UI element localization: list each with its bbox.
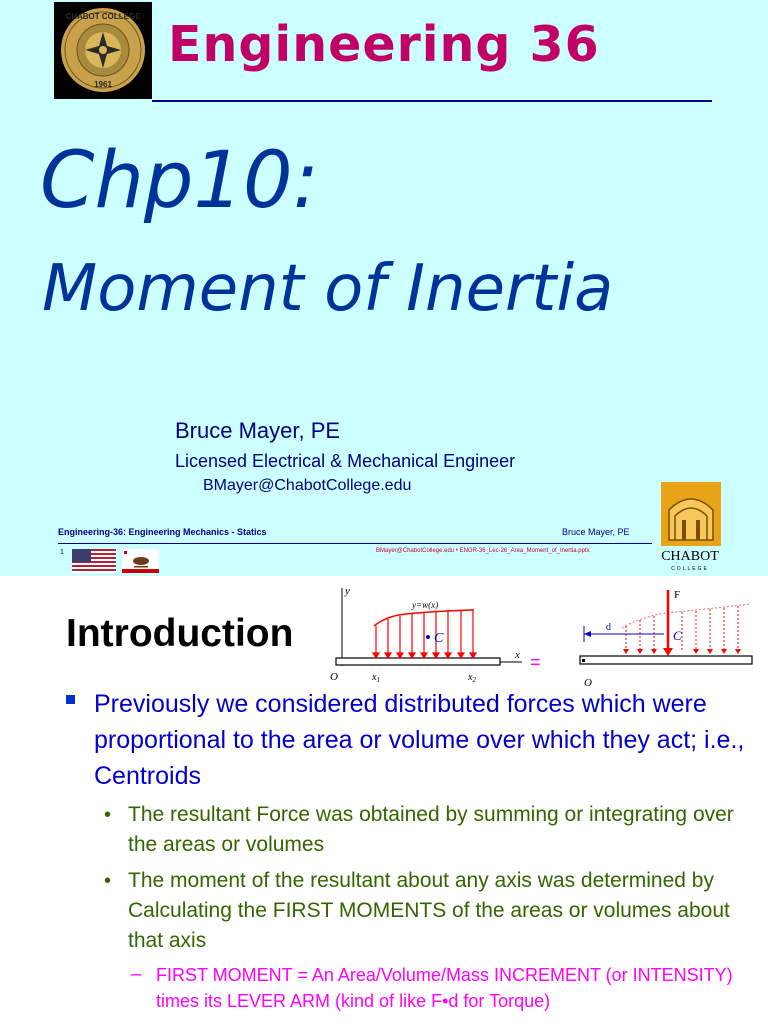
beam-right <box>580 656 752 664</box>
origin-label-right: O <box>584 677 592 689</box>
us-flag-icon <box>72 549 116 573</box>
bullet-level3 <box>131 962 741 1014</box>
slide-number: 1 <box>60 549 64 556</box>
course-title: Engineering 36 <box>168 16 600 73</box>
centroid-dot <box>426 635 430 639</box>
chapter-title: Chp10: <box>40 136 319 226</box>
dotted-load-curve <box>622 604 750 628</box>
bullet-level2 <box>104 866 754 956</box>
seal-year: 1961 <box>94 80 112 89</box>
round-bullet-icon: • <box>104 870 112 892</box>
bullet-level2-text: The moment of the resultant about any axis was determined by Calculating the FIRST MOMENTS of the areas or volumes about that axis <box>128 869 730 952</box>
footer-author: Bruce Mayer, PE <box>562 527 630 537</box>
footer-divider <box>58 543 652 544</box>
bullet-level3-text: FIRST MOMENT = An Area/Volume/Mass INCREMENT (or INTENSITY) times its LEVER ARM (kind of like F•d for Torque) <box>156 965 733 1011</box>
slide-heading: Introduction <box>66 612 294 655</box>
distance-arrow-head <box>584 631 591 637</box>
logo-sub: COLLEGE <box>671 566 709 572</box>
footer-file: BMayer@ChabotCollege.edu • ENGR-36_Lec-26_Area_Moment_of_Inertia.pptx <box>376 548 590 554</box>
author-email[interactable]: BMayer@ChabotCollege.edu <box>203 477 412 494</box>
dash-bullet-icon: – <box>131 964 142 985</box>
origin-label: O <box>330 671 338 683</box>
distributed-load-diagram <box>316 580 768 694</box>
resultant-force-head <box>663 648 673 656</box>
curve-label: y=w(x) <box>412 600 439 610</box>
chabot-logo-icon <box>655 480 725 574</box>
bullet-level2 <box>104 800 754 860</box>
distance-label: d <box>606 622 611 633</box>
beam-end-marker <box>582 659 585 662</box>
centroid-label: C <box>434 631 444 646</box>
round-bullet-icon: • <box>104 804 112 826</box>
square-bullet-icon <box>66 695 75 704</box>
footer-course: Engineering-36: Engineering Mechanics - Statics <box>58 527 267 537</box>
intro-slide <box>0 576 768 1024</box>
logo-name: CHABOT <box>661 549 719 564</box>
seal-text: CHABOT COLLEGE <box>65 12 141 21</box>
slide-subject: Moment of Inertia <box>42 252 614 326</box>
bullet-level1-text: Previously we considered distributed forces which were proportional to the area or volume over which they act; i.e., Centroids <box>94 690 745 790</box>
centroid-label-right: C <box>673 628 682 643</box>
x2-label: $x_2$ <box>468 672 476 684</box>
x1-label: $x_1$ <box>372 672 380 684</box>
dotted-load-arrows <box>626 606 738 650</box>
equals-sign: = <box>530 652 541 672</box>
california-flag-icon <box>122 549 159 573</box>
bullet-level2-text: The resultant Force was obtained by summing or integrating over the areas or volumes <box>128 803 734 856</box>
x-axis-label: x <box>515 649 520 661</box>
force-label: F <box>674 589 681 601</box>
author-credential: Licensed Electrical & Mechanical Engineer <box>175 451 516 471</box>
title-divider <box>152 100 712 102</box>
bullet-level1 <box>66 686 756 794</box>
college-seal-icon <box>54 2 152 99</box>
beam-left <box>336 658 500 665</box>
y-axis-label: y <box>345 585 350 597</box>
author-name: Bruce Mayer, PE <box>175 418 341 443</box>
